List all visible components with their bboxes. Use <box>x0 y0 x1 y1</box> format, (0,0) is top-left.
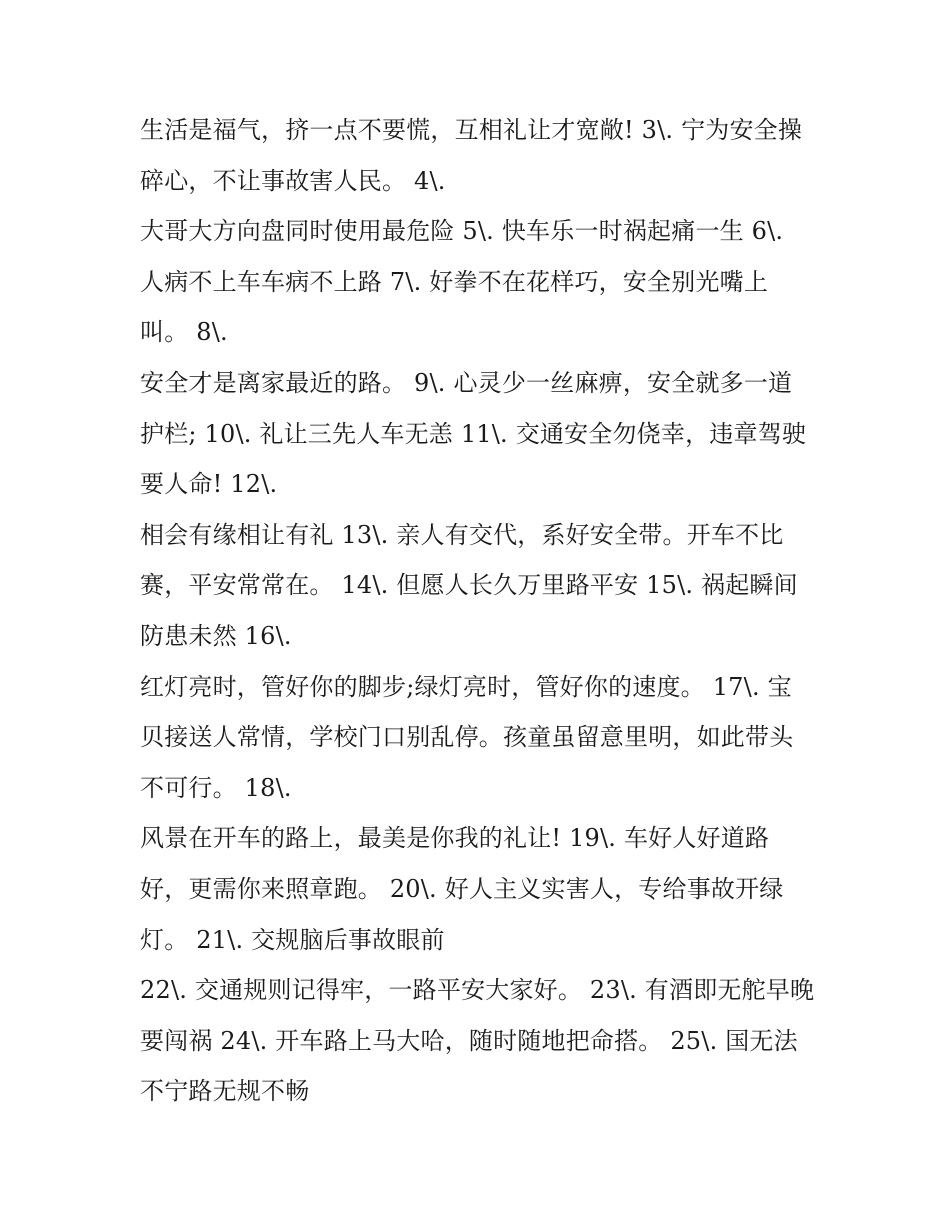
text-line: 不宁路无规不畅 <box>140 1077 310 1106</box>
text-line: 生活是福气，挤一点不要慌，互相礼让才宽敞! 3\. 宁为安全操 <box>140 116 803 144</box>
text-line: 22\. 交通规则记得牢，一路平安大家好。 23\. 有酒即无舵早晚 <box>140 976 815 1005</box>
text-line: 要闯祸 24\. 开车路上马大哈，随时随地把命搭。 25\. 国无法 <box>140 1026 798 1055</box>
text-line: 要人命! 12\. <box>140 470 278 499</box>
text-line: 好，更需你来照章跑。 20\. 好人主义实害人，专给事故开绿 <box>140 874 784 903</box>
text-line: 贝接送人常情，学校门口别乱停。孩童虽留意里明，如此带头 <box>140 723 794 752</box>
text-line: 人病不上车车病不上路 7\. 好拳不在花样巧，安全别光嘴上 <box>140 267 769 296</box>
document-body <box>140 105 820 1117</box>
text-line: 叫。 8\. <box>140 318 228 347</box>
text-line: 赛，平安常常在。 14\. 但愿人长久万里路平安 15\. 祸起瞬间 <box>140 571 798 600</box>
text-line: 防患未然 16\. <box>140 621 292 650</box>
text-line: 碎心，不让事故害人民。 4\. <box>140 166 446 195</box>
text-line: 大哥大方向盘同时使用最危险 5\. 快车乐一时祸起痛一生 6\. <box>140 217 784 246</box>
text-line: 灯。 21\. 交规脑后事故眼前 <box>140 925 445 954</box>
text-line: 护栏; 10\. 礼让三先人车无恙 11\. 交通安全勿侥幸，违章驾驶 <box>140 419 807 448</box>
text-line: 风景在开车的路上，最美是你我的礼让! 19\. 车好人好道路 <box>140 824 770 853</box>
text-line: 红灯亮时，管好你的脚步;绿灯亮时，管好你的速度。 17\. 宝 <box>140 672 792 701</box>
text-line: 不可行。 18\. <box>140 773 292 802</box>
text-line: 相会有缘相让有礼 13\. 亲人有交代，系好安全带。开车不比 <box>140 520 784 549</box>
text-line: 安全才是离家最近的路。 9\. 心灵少一丝麻痹，安全就多一道 <box>140 368 793 397</box>
